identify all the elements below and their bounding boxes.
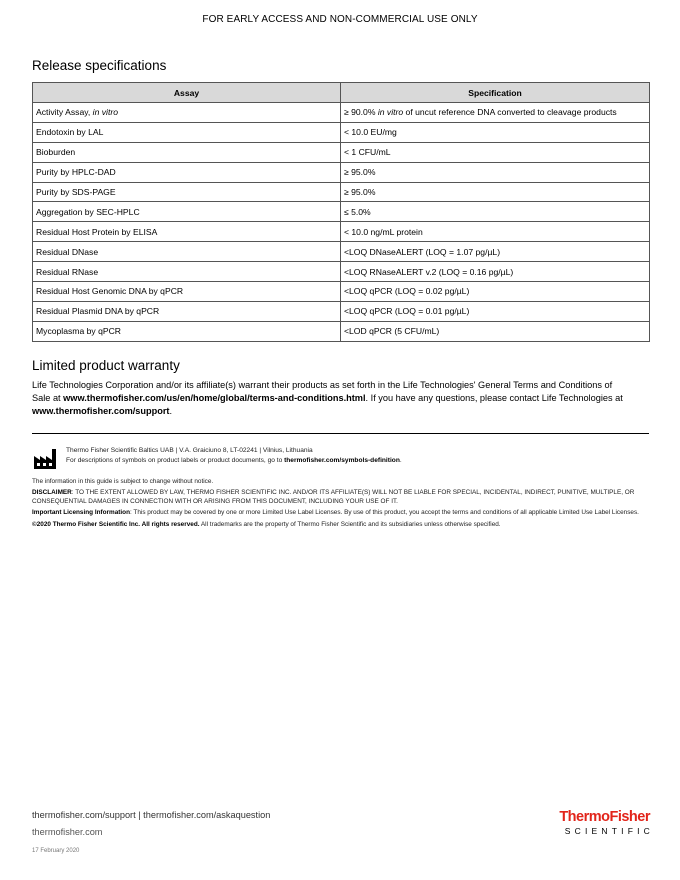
footer-site-link[interactable]: thermofisher.com <box>32 827 103 837</box>
warranty-text-1: Life Technologies Corporation and/or its affiliate(s) warrant their products as set forth in the Life Technologies' General Terms and Conditions of Sale at <box>32 380 613 403</box>
assay-cell <box>33 222 341 242</box>
table-header-row <box>33 83 650 103</box>
support-link[interactable]: www.thermofisher.com/support <box>32 405 170 416</box>
specification-cell <box>341 222 650 242</box>
assay-cell <box>33 202 341 222</box>
warranty-paragraph <box>32 379 632 417</box>
specification-cell <box>341 162 650 182</box>
table-row <box>33 142 650 162</box>
spec-text: <LOQ DNaseALERT (LOQ = 1.07 pg/µL) <box>344 246 501 257</box>
table-row <box>33 222 650 242</box>
specification-cell <box>341 182 650 202</box>
specification-cell <box>341 262 650 282</box>
footer-links <box>32 810 270 820</box>
table-row <box>33 321 650 341</box>
logo-wordmark: ThermoFisher <box>559 809 650 825</box>
table-row <box>33 242 650 262</box>
assay-text: Residual Host Protein by ELISA <box>36 226 158 237</box>
change-notice: The information in this guide is subject to change without notice. <box>32 478 214 485</box>
legal-notices <box>32 478 649 532</box>
terms-link[interactable]: www.thermofisher.com/us/en/home/global/terms-and-conditions.html <box>63 392 366 403</box>
specification-cell <box>341 301 650 321</box>
assay-cell <box>33 301 341 321</box>
thermofisher-logo <box>547 809 654 837</box>
licensing-info: Important Licensing Information: This product may be covered by one or more Limited Use Label Licenses. By use of this product, you accept the terms and conditions of all applicable Limited Use Label Licenses. <box>32 509 639 517</box>
warranty-text-3: . <box>169 405 173 416</box>
release-specifications-table <box>32 82 650 342</box>
publication-date: 17 February 2020 <box>32 848 80 854</box>
footer-askaquestion-link[interactable]: thermofisher.com/askaquestion <box>143 810 271 820</box>
assay-cell <box>33 321 341 341</box>
assay-cell <box>33 142 341 162</box>
assay-cell <box>33 162 341 182</box>
assay-text: Purity by SDS-PAGE <box>36 187 116 197</box>
spec-text: ≥ 95.0% <box>344 187 376 197</box>
spec-italic: in vitro <box>377 107 404 118</box>
warranty-text-2: . If you have any questions, please contact Life Technologies at <box>365 392 623 403</box>
early-access-notice: FOR EARLY ACCESS AND NON-COMMERCIAL USE ONLY <box>202 14 478 25</box>
assay-text: Endotoxin by LAL <box>36 127 104 138</box>
spec-text: <LOQ qPCR (LOQ = 0.01 pg/µL) <box>344 306 470 317</box>
table-row <box>33 282 650 302</box>
spec-text: <LOQ qPCR (LOQ = 0.02 pg/µL) <box>344 286 470 297</box>
spec-text-end: of uncut reference DNA converted to cleavage products <box>403 107 617 118</box>
assay-cell <box>33 242 341 262</box>
spec-text: ≥ 95.0% <box>344 167 376 178</box>
spec-text: ≤ 5.0% <box>344 206 371 217</box>
table-row <box>33 182 650 202</box>
factory-icon <box>33 448 57 470</box>
assay-text: Purity by HPLC-DAD <box>36 167 116 178</box>
release-specifications-title: Release specifications <box>32 58 167 73</box>
assay-text: Residual RNase <box>36 266 99 277</box>
spec-text: < 1 CFU/mL <box>344 147 391 158</box>
logo-subtitle: SCIENTIFIC <box>564 826 654 836</box>
specification-cell <box>341 282 650 302</box>
section-divider <box>32 433 649 434</box>
table-row <box>33 301 650 321</box>
symbols-definition-link[interactable]: thermofisher.com/symbols-definition <box>284 457 400 464</box>
assay-text: Aggregation by SEC-HPLC <box>36 206 140 217</box>
assay-text: Residual DNase <box>36 246 99 257</box>
specification-column-header: Specification <box>341 83 650 103</box>
footer-support-link[interactable]: thermofisher.com/support <box>32 810 136 820</box>
assay-text: Activity Assay, <box>36 107 93 118</box>
copyright: ©2020 Thermo Fisher Scientific Inc. All rights reserved. All trademarks are the property of Thermo Fisher Scientific and its subsidiaries unless otherwise specified. <box>32 520 501 528</box>
assay-text: Residual Host Genomic DNA by qPCR <box>36 286 184 297</box>
table-row <box>33 262 650 282</box>
table-row <box>33 202 650 222</box>
footer-separator: | <box>135 810 144 820</box>
spec-text: <LOD qPCR (5 CFU/mL) <box>344 326 440 337</box>
spec-text: ≥ 90.0% <box>344 107 378 118</box>
specification-cell <box>341 142 650 162</box>
manufacturer-address: Thermo Fisher Scientific Baltics UAB | V.A. Graiciuno 8, LT-02241 | Vilnius, Lithuania <box>66 447 313 454</box>
spec-text: < 10.0 EU/mg <box>344 127 397 138</box>
specification-cell <box>341 122 650 142</box>
specification-cell <box>341 103 650 123</box>
table-body <box>33 103 650 342</box>
table-row <box>33 103 650 123</box>
manufacturer-info <box>66 446 402 466</box>
specification-cell <box>341 321 650 341</box>
limited-warranty-title: Limited product warranty <box>32 358 180 373</box>
assay-text: Mycoplasma by qPCR <box>36 326 122 337</box>
assay-text: Bioburden <box>36 147 76 158</box>
table-row <box>33 162 650 182</box>
table-row <box>33 122 650 142</box>
assay-text: Residual Plasmid DNA by qPCR <box>36 306 160 317</box>
assay-cell <box>33 262 341 282</box>
assay-italic: in vitro <box>92 107 118 118</box>
assay-column-header: Assay <box>33 83 341 103</box>
symbols-note: For descriptions of symbols on product labels or product documents, go to thermofisher.com/symbols-definition. <box>66 457 402 464</box>
assay-cell <box>33 103 341 123</box>
assay-cell <box>33 182 341 202</box>
assay-cell <box>33 282 341 302</box>
spec-text: < 10.0 ng/mL protein <box>344 226 423 237</box>
assay-cell <box>33 122 341 142</box>
specification-cell <box>341 242 650 262</box>
disclaimer: DISCLAIMER: TO THE EXTENT ALLOWED BY LAW, THERMO FISHER SCIENTIFIC INC. AND/OR ITS AFFILIATE(S) WILL NOT BE LIABLE FOR SPECIAL, INCIDENTAL, INDIRECT, PUNITIVE, MULTIPLE, OR CONSEQUENTIAL DAMAGES IN CONNECTION WITH OR ARISING FROM THIS DOCUMENT, INCLUDING YOUR USE OF IT. <box>32 489 635 505</box>
spec-text: <LOQ RNaseALERT v.2 (LOQ = 0.16 pg/µL) <box>344 266 514 277</box>
specification-cell <box>341 202 650 222</box>
